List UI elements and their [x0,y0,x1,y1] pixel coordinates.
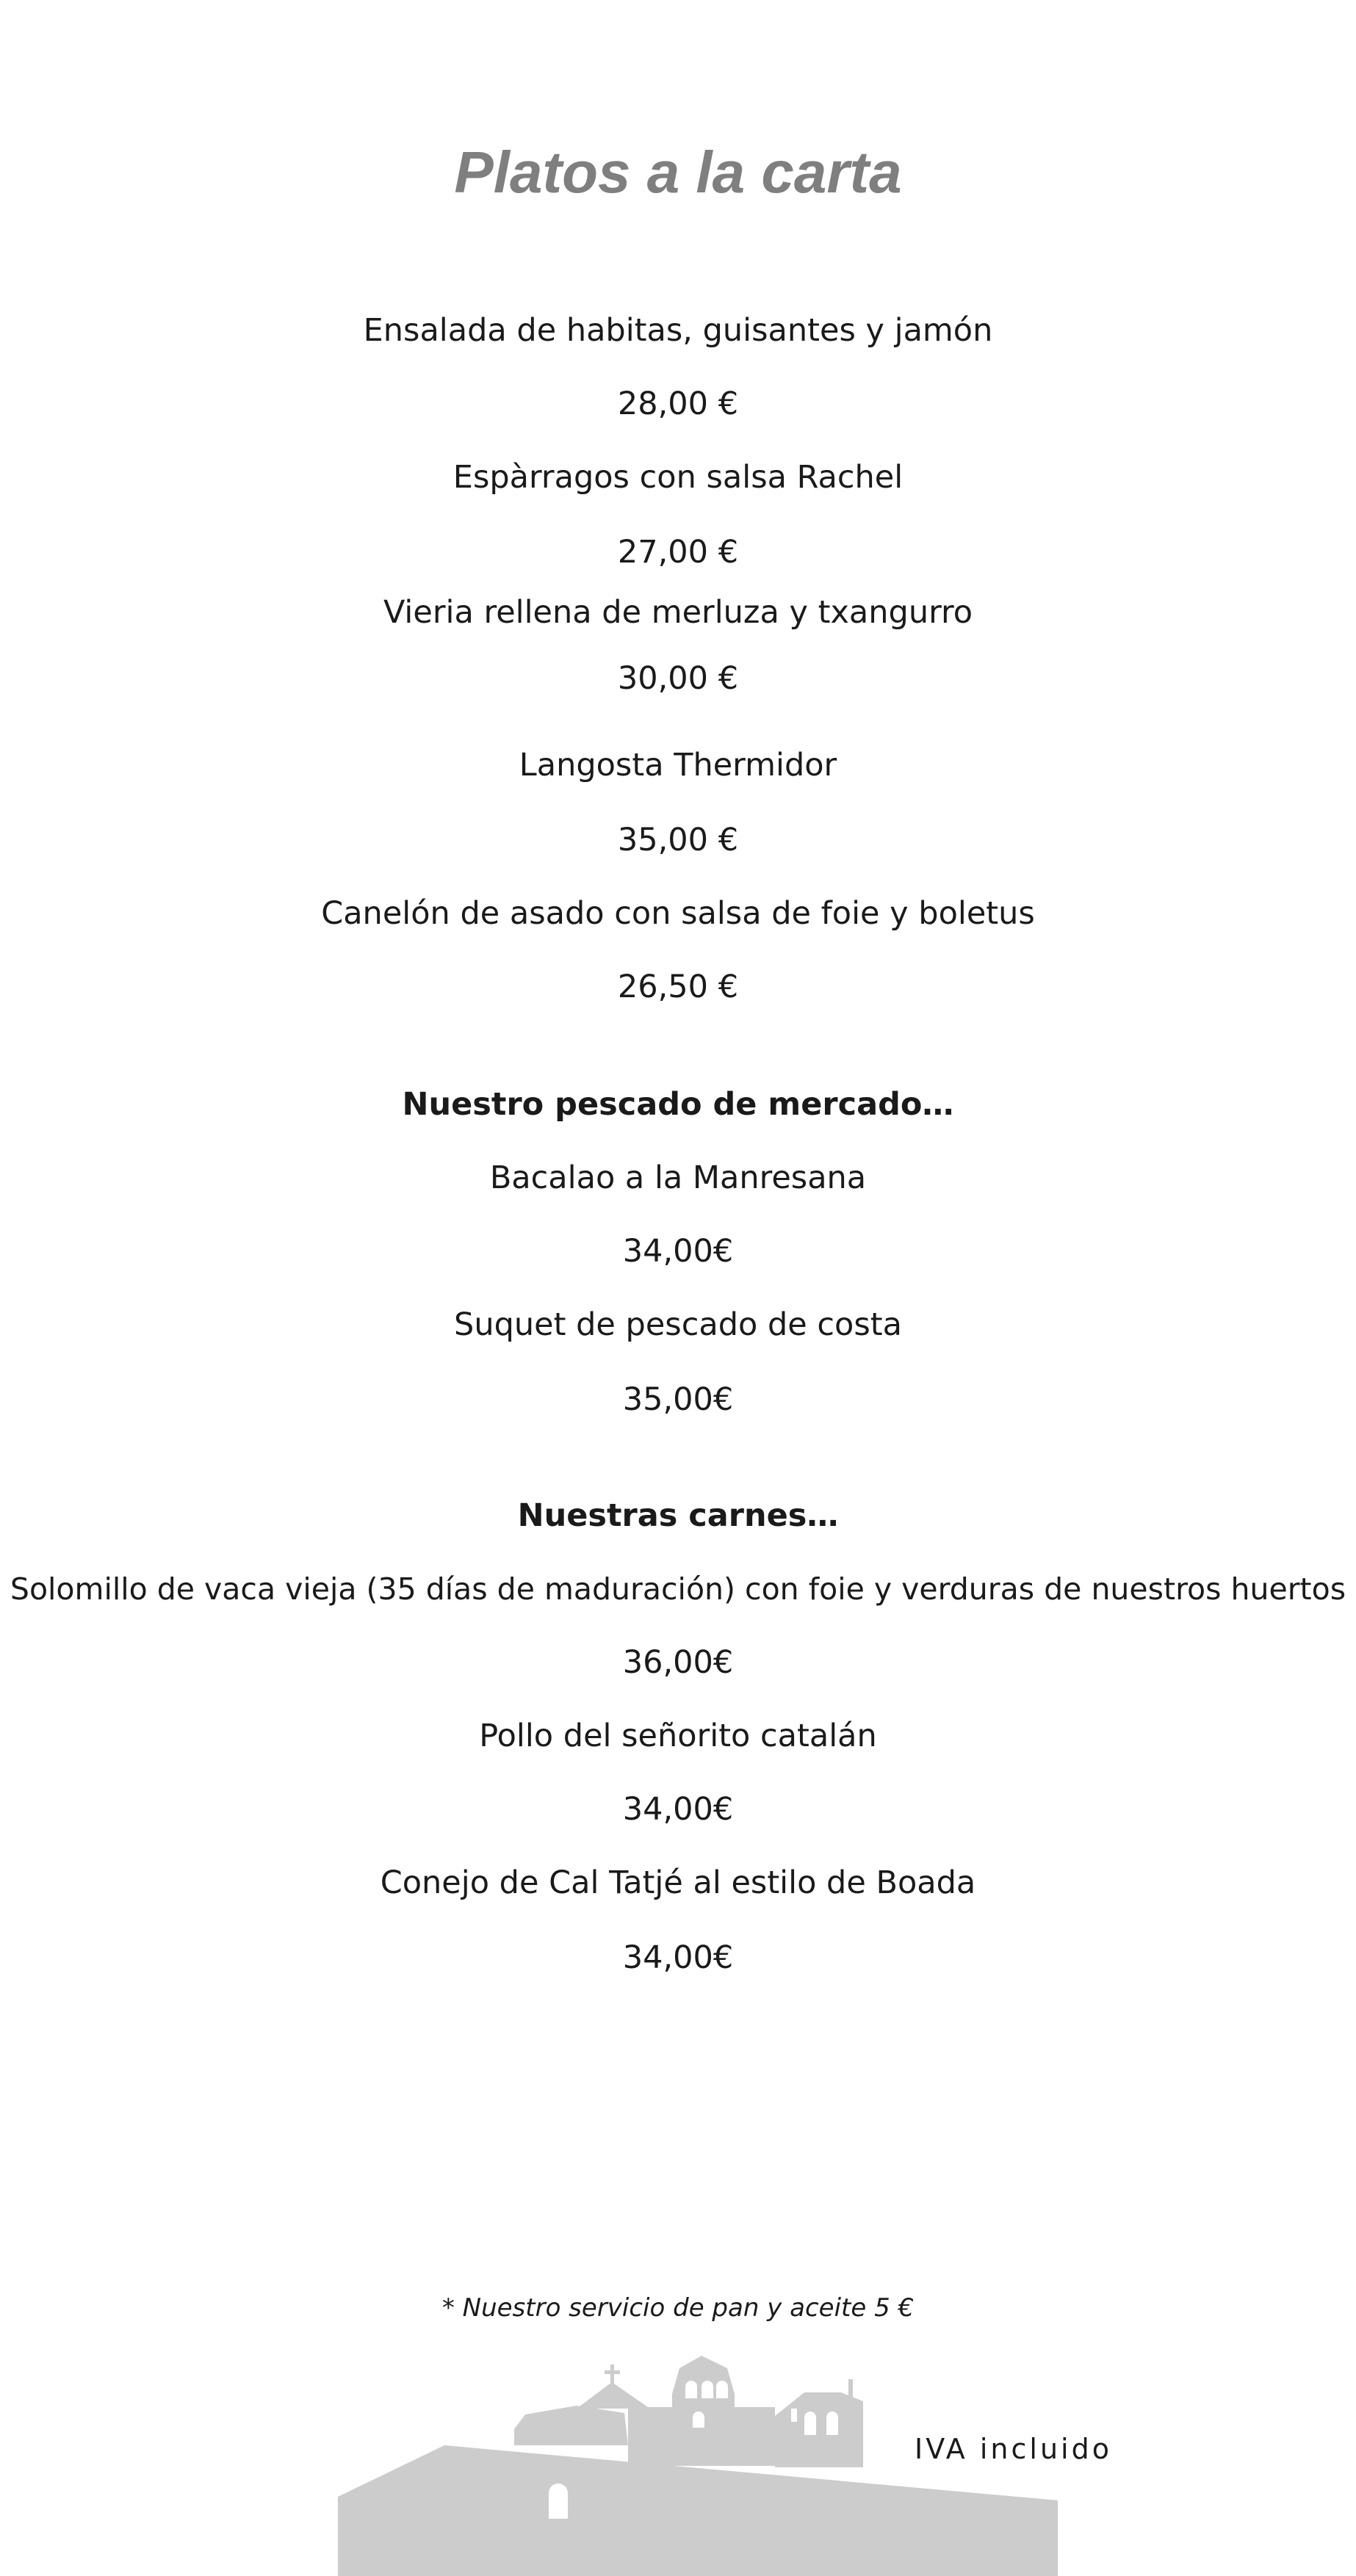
page-title: Platos a la carta [454,140,902,205]
dish-name: Bacalao a la Manresana [489,1159,867,1196]
dish-name: Canelón de asado con salsa de foie y boletus [321,895,1035,932]
dish-price: 27,00 € [617,534,739,571]
vat-included-note: IVA incluido [915,2433,1112,2465]
dish-name: Suquet de pescado de costa [454,1306,902,1343]
dish-name: Conejo de Cal Tatjé al estilo de Boada [380,1864,976,1901]
dish-price: 34,00€ [622,1233,734,1270]
dish-name: Ensalada de habitas, guisantes y jamón [363,312,993,349]
dish-price: 34,00€ [622,1791,734,1828]
dish-name: Vieria rellena de merluza y txangurro [383,594,973,631]
dish-name: Langosta Thermidor [519,747,837,784]
dish-price: 30,00 € [617,660,739,697]
dish-price: 35,00€ [622,1381,734,1418]
dish-name: Espàrragos con salsa Rachel [452,459,904,496]
dish-price: 36,00€ [622,1644,734,1681]
dish-price: 28,00 € [617,386,739,422]
dish-price: 26,50 € [617,969,739,1005]
section-heading-meat: Nuestras carnes… [517,1497,839,1534]
dish-price: 34,00€ [622,1939,734,1976]
dish-price: 35,00 € [617,822,739,858]
section-heading-fish: Nuestro pescado de mercado… [402,1086,954,1123]
dish-name: Solomillo de vaca vieja (35 días de maduración) con foie y verduras de nuestros huertos [10,1571,1346,1607]
bread-service-note: * Nuestro servicio de pan y aceite 5 € [441,2293,915,2323]
dish-name: Pollo del señorito catalán [479,1718,877,1754]
